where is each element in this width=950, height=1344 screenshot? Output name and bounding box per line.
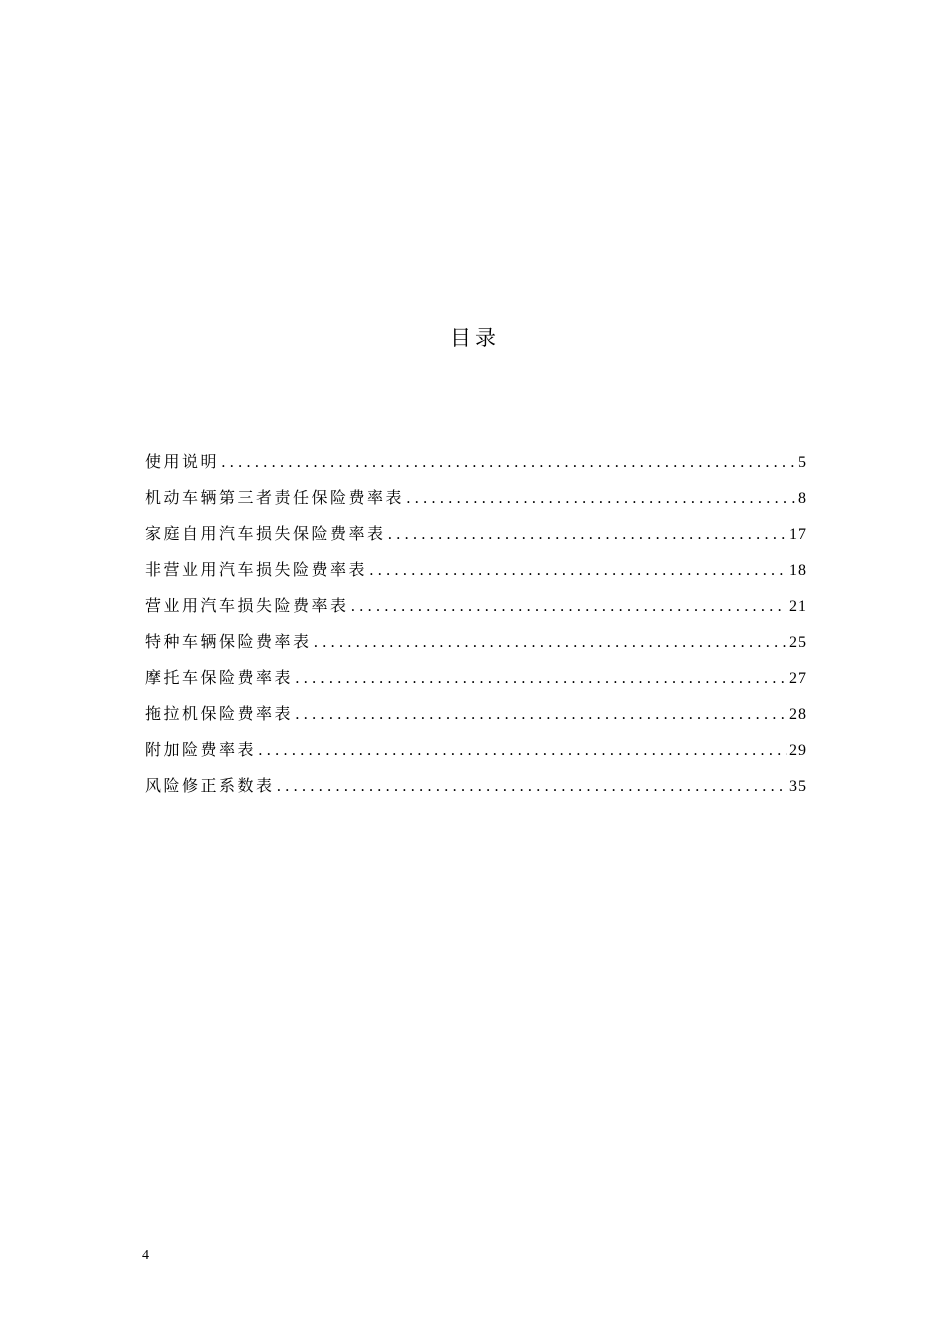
- toc-entry-label: 机动车辆第三者责任保险费率表: [145, 488, 405, 507]
- page-title: 目录: [450, 326, 500, 350]
- toc-dot-leader: [388, 516, 787, 552]
- toc-entry-family-car-damage[interactable]: [145, 516, 807, 552]
- toc-entry-usage-notes[interactable]: [145, 444, 807, 480]
- toc-entry-page: 28: [789, 706, 807, 723]
- toc-entry-label: 家庭自用汽车损失保险费率表: [145, 524, 386, 543]
- toc-entry-page: 29: [789, 742, 807, 759]
- toc-dot-leader: [369, 552, 787, 588]
- toc-entry-page: 25: [789, 634, 807, 651]
- toc-entry-label: 营业用汽车损失险费率表: [145, 596, 349, 615]
- toc-dot-leader: [277, 768, 787, 804]
- toc-entry-risk-correction[interactable]: [145, 768, 807, 804]
- toc-dot-leader: [221, 444, 796, 480]
- toc-dot-leader: [258, 732, 787, 768]
- toc-entry-third-party-liability[interactable]: [145, 480, 807, 516]
- toc-dot-leader: [314, 624, 787, 660]
- toc-entry-additional-coverage[interactable]: [145, 732, 807, 768]
- toc-entry-non-commercial-damage[interactable]: [145, 552, 807, 588]
- toc-dot-leader: [295, 660, 787, 696]
- toc-entry-label: 使用说明: [145, 452, 220, 471]
- toc-entry-page: 17: [789, 526, 807, 543]
- toc-entry-label: 附加险费率表: [145, 740, 257, 759]
- toc-entry-commercial-damage[interactable]: [145, 588, 807, 624]
- toc-entry-label: 拖拉机保险费率表: [145, 704, 294, 723]
- toc-dot-leader: [351, 588, 787, 624]
- toc-entry-label: 特种车辆保险费率表: [145, 632, 312, 651]
- page-number: 4: [142, 1248, 149, 1263]
- toc-entry-label: 非营业用汽车损失险费率表: [145, 560, 368, 579]
- toc-entry-page: 5: [798, 454, 807, 471]
- toc-entry-page: 8: [798, 490, 807, 507]
- toc-entry-label: 摩托车保险费率表: [145, 668, 294, 687]
- toc-entry-page: 18: [789, 562, 807, 579]
- table-of-contents: [145, 444, 807, 804]
- toc-entry-page: 21: [789, 598, 807, 615]
- toc-entry-special-vehicles[interactable]: [145, 624, 807, 660]
- toc-entry-motorcycles[interactable]: [145, 660, 807, 696]
- toc-entry-page: 27: [789, 670, 807, 687]
- toc-dot-leader: [295, 696, 787, 732]
- toc-dot-leader: [406, 480, 796, 516]
- toc-entry-label: 风险修正系数表: [145, 776, 275, 795]
- toc-entry-tractors[interactable]: [145, 696, 807, 732]
- toc-entry-page: 35: [789, 778, 807, 795]
